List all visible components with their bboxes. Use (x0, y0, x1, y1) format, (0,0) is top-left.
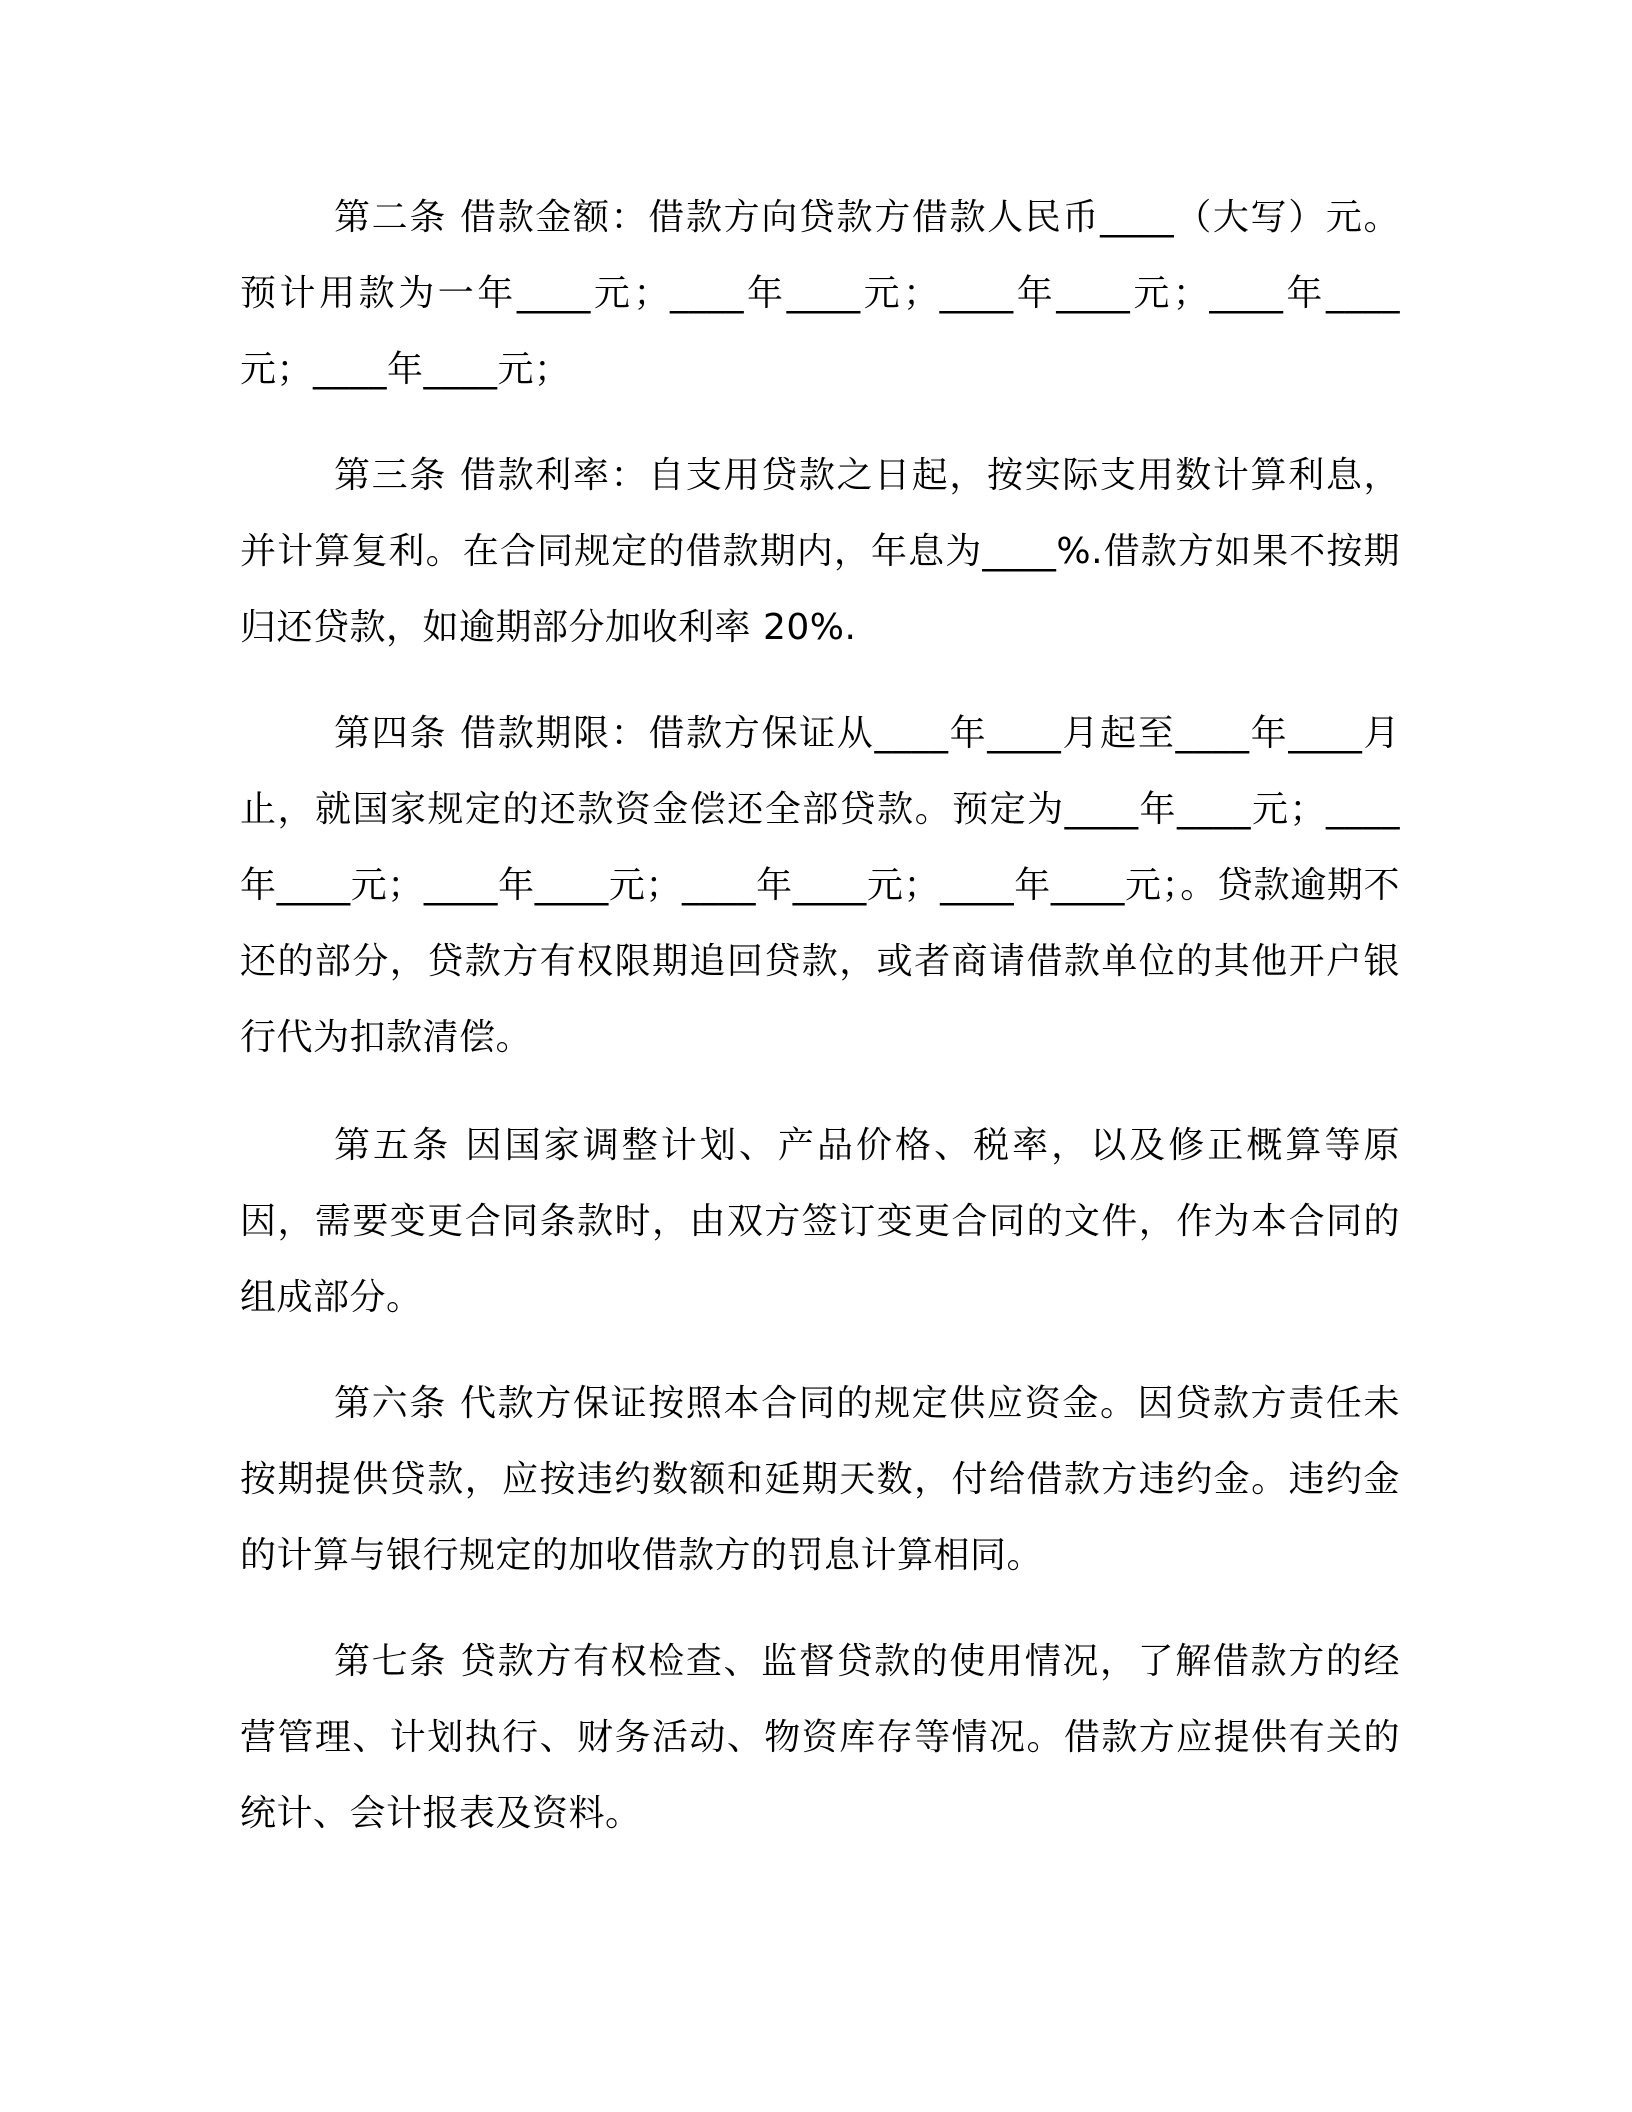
article-7-lender-supervision: 第七条 贷款方有权检查、监督贷款的使用情况，了解借款方的经营管理、计划执行、财务活动、物资库存等情况。借款方应提供有关的统计、会计报表及资料。 (240, 1641, 1400, 1834)
article-4-loan-term: 第四条 借款期限：借款方保证从____年____月起至____年____月止，就国家规定的还款资金偿还全部贷款。预定为____年____元；____年____元；____年____元；____年____元；____年____元；。贷款逾期不还的部分，贷款方有权限期追回贷款，或者商请借款单位的其他开户银行代为扣款清偿。 (240, 713, 1400, 1058)
article-3-interest-rate: 第三条 借款利率：自支用贷款之日起，按实际支用数计算利息，并计算复利。在合同规定的借款期内，年息为____%.借款方如果不按期归还贷款，如逾期部分加收利率 20%. (240, 455, 1400, 648)
article-6-lender-obligation: 第六条 代款方保证按照本合同的规定供应资金。因贷款方责任未按期提供贷款，应按违约数额和延期天数，付给借款方违约金。违约金的计算与银行规定的加收借款方的罚息计算相同。 (240, 1383, 1400, 1576)
article-2-loan-amount: 第二条 借款金额：借款方向贷款方借款人民币____（大写）元。预计用款为一年____元；____年____元；____年____元；____年____元；____年____元； (240, 197, 1400, 390)
article-5-contract-changes: 第五条 因国家调整计划、产品价格、税率，以及修正概算等原因，需要变更合同条款时，由双方签订变更合同的文件，作为本合同的组成部分。 (240, 1125, 1400, 1318)
